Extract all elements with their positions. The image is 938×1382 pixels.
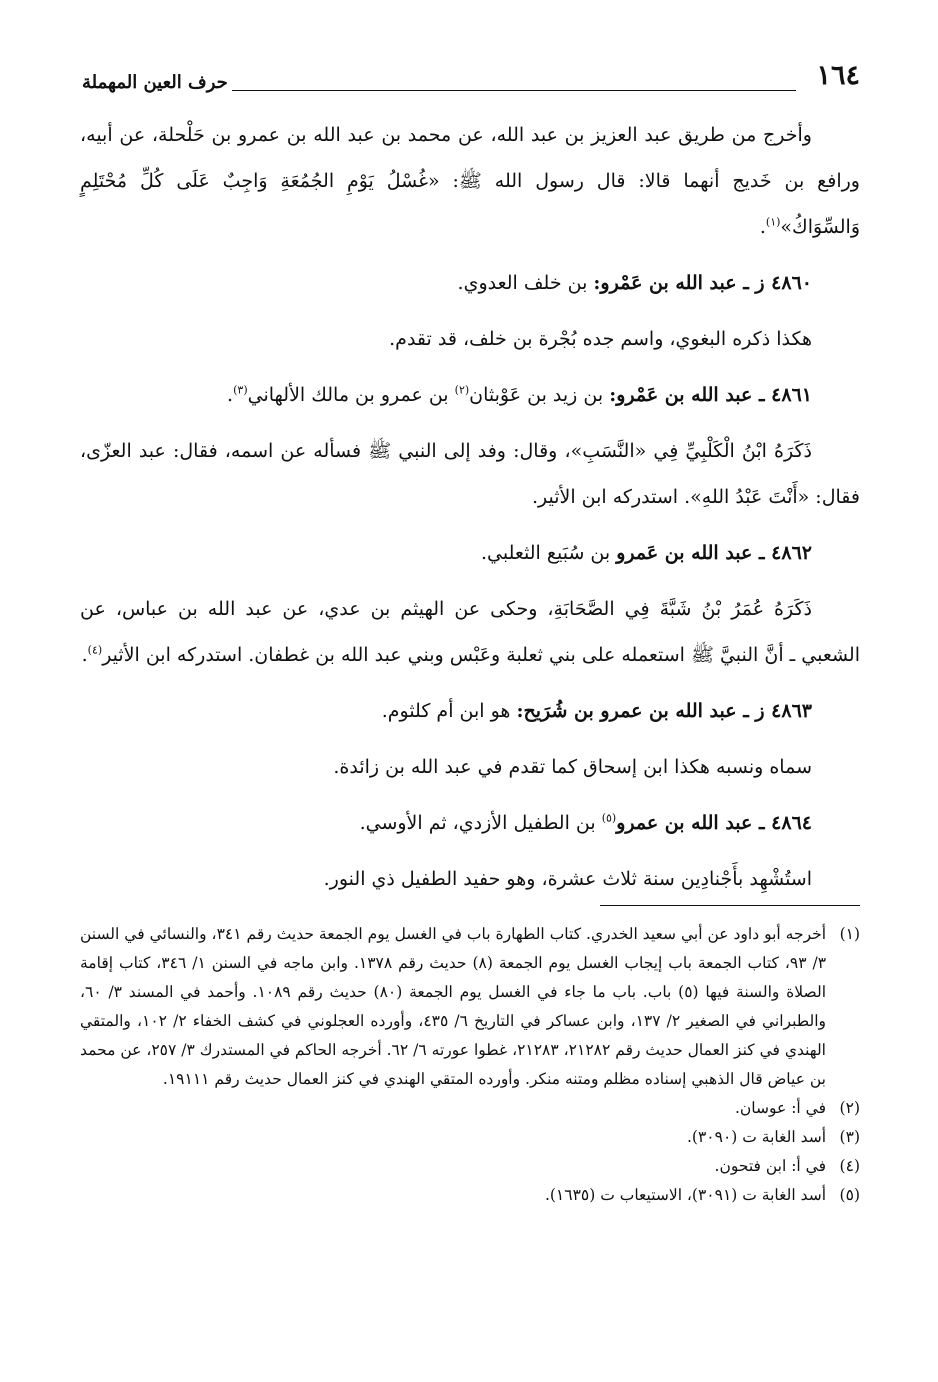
entry-4860-heading: ٤٨٦٠ ز ـ عبد الله بن عَمْرو:	[593, 272, 812, 294]
entry-4863-lineage: هو ابن أم كلثوم.	[381, 700, 511, 722]
running-header	[82, 60, 860, 96]
entry-4864-text: استُشْهِد بأَجْنادِين سنة ثلاث عشرة، وهو حفيد الطفيل ذي النور.	[323, 868, 812, 890]
footnote-text: أسد الغابة ت (٣٠٩٠).	[687, 1128, 826, 1146]
footnote-text: في أ: ابن فتحون.	[714, 1157, 826, 1175]
entry-4861-lineage-a: بن زيد بن عَوْبثان	[469, 384, 604, 406]
footnote-mark: (٥)	[839, 1186, 860, 1204]
entry-4861-text: ذَكَرَهُ ابْنُ الْكَلْبِيِّ فِي «النَّسَبِ»، وقال: وفد إلى النبي ﷺ فسأله عن اسمه، فقال: عبد العزّى، فقال: «أَنْتَ عَبْدُ اللهِ». استدركه ابن الأثير.	[80, 440, 860, 508]
footnote-ref-3: (٣)	[233, 383, 248, 397]
entry-4860-lineage: بن خلف العدوي.	[457, 272, 588, 294]
entry-4860	[80, 260, 860, 306]
footnote-2	[80, 1094, 860, 1123]
footnote-text: في أ: عوسان.	[735, 1099, 826, 1117]
entry-4861-end: .	[227, 384, 234, 406]
entry-4862	[80, 530, 860, 576]
footnote-mark: (١)	[839, 925, 861, 943]
entry-4863	[80, 688, 860, 734]
entry-4862-body: ذَكَرَهُ عُمَرُ بْنُ شَبَّةَ فِي الصَّحَابَةِ، وحكى عن الهيثم بن عدي، عن عبد الله بن عباس، عن الشعبي ـ أنَّ النبيَّ ﷺ استعمله على بني ثعلبة وعَبْس وبني عبد الله بن غطفان. استدركه ابن الأثير	[80, 598, 860, 666]
entry-4861-heading: ٤٨٦١ ـ عبد الله بن عَمْرو:	[609, 384, 812, 406]
chapter-title: حرف العين المهملة	[82, 72, 228, 93]
footnote-3	[80, 1123, 860, 1152]
footnotes	[80, 920, 860, 1210]
footnote-text: أسد الغابة ت (٣٠٩١)، الاستيعاب ت (١٦٣٥).	[544, 1186, 826, 1204]
entry-4864-heading: ٤٨٦٤ ـ عبد الله بن عمرو	[616, 812, 812, 834]
entry-4860-text: هكذا ذكره البغوي، واسم جده بُجْرة بن خلف، قد تقدم.	[389, 328, 812, 350]
entry-4861-lineage-b: بن عمرو بن مالك الألهاني	[247, 384, 449, 406]
intro-paragraph	[80, 112, 860, 250]
entry-4863-text: سماه ونسبه هكذا ابن إسحاق كما تقدم في عبد الله بن زائدة.	[333, 756, 812, 778]
footnote-mark: (٢)	[839, 1099, 860, 1117]
entry-4861	[80, 372, 860, 418]
entry-4862-end: .	[81, 644, 88, 666]
intro-end: .	[759, 216, 766, 238]
footnote-4	[80, 1152, 860, 1181]
footnote-ref-1: (١)	[765, 215, 781, 229]
footnote-ref-4: (٤)	[87, 643, 103, 657]
footnote-mark: (٣)	[839, 1128, 860, 1146]
page-number: ١٦٤	[816, 60, 860, 91]
header-rule	[232, 90, 796, 91]
entry-4862-lineage: بن سُبَيع الثعلبي.	[480, 542, 611, 564]
footnote-1	[80, 920, 860, 1094]
entry-4864	[80, 800, 860, 846]
entry-4863-heading: ٤٨٦٣ ز ـ عبد الله بن عمرو بن شُرَيح:	[516, 700, 812, 722]
footnote-ref-2: (٢)	[454, 383, 470, 397]
entry-4864-lineage: بن الطفيل الأزدي، ثم الأوسي.	[359, 812, 596, 834]
footnote-separator	[600, 905, 860, 906]
entry-4862-text	[80, 586, 860, 678]
footnote-5	[80, 1181, 860, 1210]
main-text	[80, 112, 860, 912]
intro-text: وأخرج من طريق عبد العزيز بن عبد الله، عن محمد بن عبد الله بن عمرو بن حَلْحلة، عن أبيه، ورافع بن خَديج أنهما قالا: قال رسول الله ﷺ: «غُسْلُ يَوْمِ الجُمُعَةِ وَاجِبٌ عَلَى كُلِّ مُحْتَلِمٍ وَالسِّوَاكُ»	[80, 124, 860, 238]
entry-4862-heading: ٤٨٦٢ ـ عبد الله بن عَمرو	[616, 542, 812, 564]
footnote-ref-5: (٥)	[601, 811, 617, 825]
footnote-text: أخرجه أبو داود عن أبي سعيد الخدري. كتاب الطهارة باب في الغسل يوم الجمعة حديث رقم ٣٤١، والنسائي في السنن ٣/ ٩٣، كتاب الجمعة باب إيجاب الغسل يوم الجمعة (٨) حديث رقم ١٣٧٨. وابن ماجه في السنن ١/ ٣٤٦، كتاب إقامة الصلاة والسنة فيها (٥) باب. باب ما جاء في الغسل يوم الجمعة (٨٠) حديث رقم ١٠٨٩. وأحمد في المسند ٣/ ٦٠، والطبراني في الصغير ٢/ ١٣٧، وابن عساكر في التاريخ ٦/ ٤٣٥، وأورده العجلوني في كشف الخفاء ٢/ ١٠٢، والمتقي الهندي في كنز العمال حديث رقم ٢١٢٨٢، ٢١٢٨٣، غطوا عورته ٦/ ٦٢. أخرجه الحاكم في المستدرك ٣/ ٢٥٧، عن محمد بن عياض قال الذهبي إسناده مظلم ومتنه منكر. وأورده المتقي الهندي في كنز العمال حديث رقم ١٩١١١.	[80, 925, 827, 1088]
footnote-mark: (٤)	[839, 1157, 860, 1175]
